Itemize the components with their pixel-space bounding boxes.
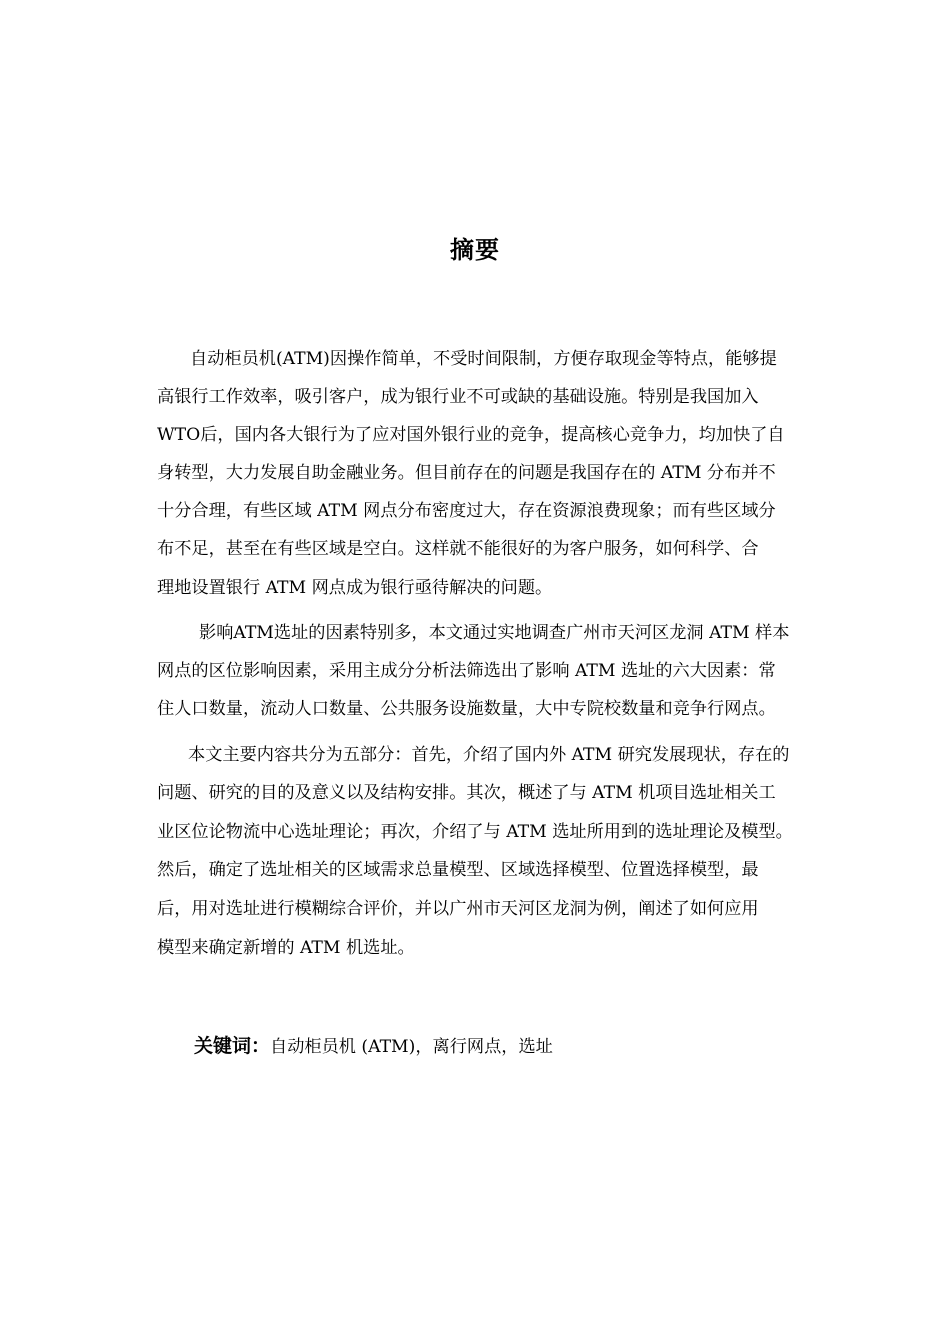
text-line: 模型来确定新增的 ATM 机选址。	[157, 938, 415, 958]
text-line: 后，用对选址进行模糊综合评价，并以广州市天河区龙洞为例，阐述了如何应用	[157, 899, 759, 919]
text-line: 布不足，甚至在有些区域是空白。这样就不能很好的为客户服务，如何科学、合	[157, 539, 759, 559]
keywords-line	[194, 1032, 553, 1060]
text-line: 十分合理，有些区域 ATM 网点分布密度过大，存在资源浪费现象；而有些区域分	[157, 501, 776, 521]
keywords-text: 自动柜员机 (ATM)，离行网点，选址	[270, 1037, 553, 1057]
text-line: 身转型，大力发展自助金融业务。但目前存在的问题是我国存在的 ATM 分布并不	[157, 463, 776, 483]
text-line: 理地设置银行 ATM 网点成为银行亟待解决的问题。	[157, 578, 553, 598]
text-line: 问题、研究的目的及意义以及结构安排。其次，概述了与 ATM 机项目选址相关工	[157, 783, 776, 803]
text-line: WTO后，国内各大银行为了应对国外银行业的竞争，提高核心竞争力，均加快了自	[157, 425, 785, 445]
page-title: 摘要	[450, 236, 500, 264]
text-line: 影响ATM选址的因素特别多，本文通过实地调查广州市天河区龙洞 ATM 样本	[199, 623, 790, 643]
text-line: 住人口数量，流动人口数量、公共服务设施数量，大中专院校数量和竞争行网点。	[157, 699, 776, 719]
text-line: 网点的区位影响因素，采用主成分分析法筛选出了影响 ATM 选址的六大因素：常	[157, 661, 776, 681]
text-line: 高银行工作效率，吸引客户，成为银行业不可或缺的基础设施。特别是我国加入	[157, 387, 759, 407]
text-line: 业区位论物流中心选址理论；再次，介绍了与 ATM 选址所用到的选址理论及模型。	[157, 822, 793, 842]
text-line: 然后，确定了选址相关的区域需求总量模型、区域选择模型、位置选择模型，最	[157, 860, 759, 880]
keywords-label: 关键词：	[194, 1035, 271, 1057]
text-line: 自动柜员机(ATM)因操作简单，不受时间限制，方便存取现金等特点，能够提	[190, 349, 777, 369]
text-line: 本文主要内容共分为五部分：首先，介绍了国内外 ATM 研究发展现状，存在的	[188, 745, 790, 765]
